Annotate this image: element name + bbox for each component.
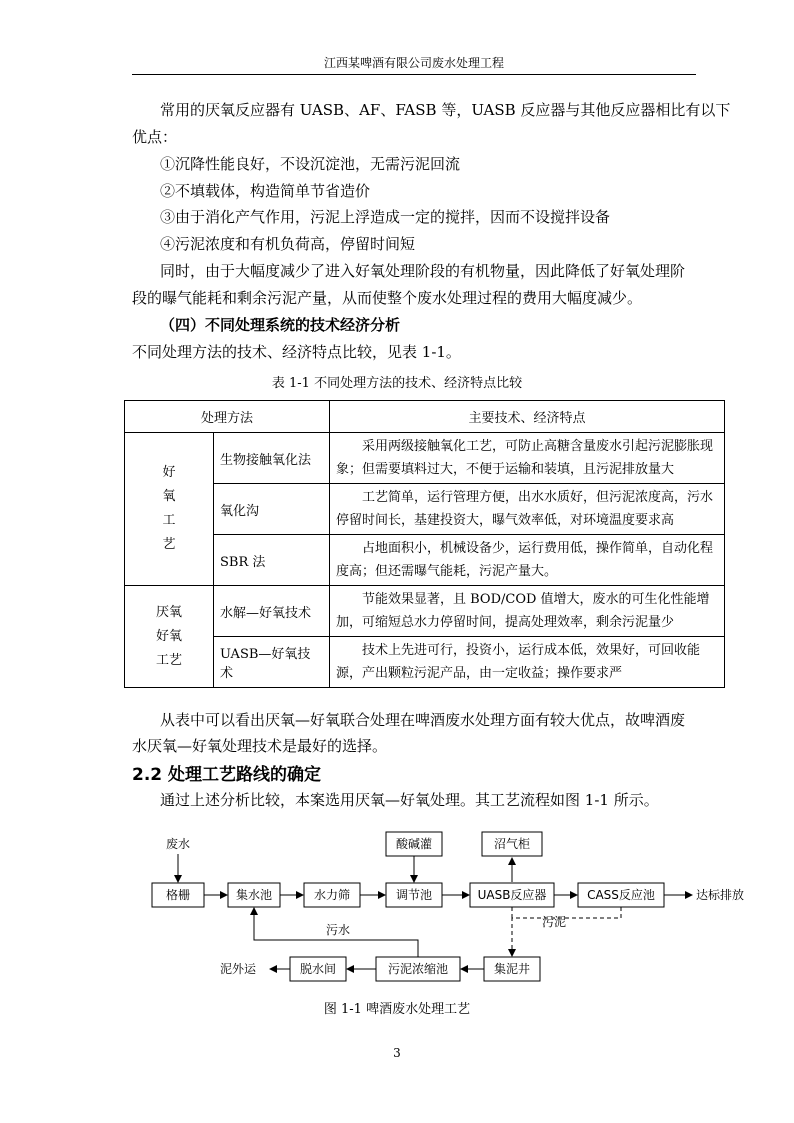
- paragraph-line: 同时，由于大幅度减少了进入好氧处理阶段的有机物量，因此降低了好氧处理阶: [160, 262, 686, 280]
- feature-cell: 工艺简单，运行管理方便，出水水质好，但污泥浓度高，污水停留时间长，基建投资大，曝气效率低，对环境温度要求高: [330, 484, 725, 535]
- table-row: [125, 637, 725, 688]
- wastewater-label: 废水: [166, 837, 191, 851]
- sludge-label: 污泥: [542, 915, 567, 929]
- subsection-heading: （四）不同处理系统的技术经济分析: [160, 316, 401, 334]
- page-header: 江西某啤酒有限公司废水处理工程: [323, 56, 504, 70]
- process-flow-diagram: [132, 828, 752, 988]
- list-item: ②不填载体，构造简单节省造价: [160, 182, 371, 200]
- paragraph-line: 优点：: [132, 128, 178, 146]
- method-cell: 氧化沟: [214, 484, 330, 535]
- biogas-holder-label: 沼气柜: [493, 837, 531, 851]
- sludge-well-label: 集泥井: [493, 962, 531, 976]
- paragraph-line: 段的曝气能耗和剩余污泥产量，从而使整个废水处理过程的费用大幅度减少。: [132, 289, 643, 307]
- list-item: ①沉降性能良好，不设沉淀池，无需污泥回流: [160, 155, 461, 173]
- table-row: [125, 484, 725, 535]
- screen-label: 格栅: [165, 888, 191, 902]
- feature-cell: 占地面积小，机械设备少，运行费用低，操作简单，自动化程度高；但还需曝气能耗，污泥产量大。: [330, 535, 725, 586]
- sludge-out-label: 泥外运: [220, 962, 257, 976]
- paragraph-line: 从表中可以看出厌氧—好氧联合处理在啤酒废水处理方面有较大优点，故啤酒废: [160, 711, 686, 729]
- method-cell: SBR 法: [214, 535, 330, 586]
- uasb-label: UASB反应器: [477, 888, 547, 902]
- hydro-screen-label: 水力筛: [313, 888, 351, 902]
- column-header: 处理方法: [125, 401, 330, 433]
- table-row: [125, 535, 725, 586]
- comparison-table: [124, 400, 725, 688]
- thickener-label: 污泥浓缩池: [387, 962, 449, 976]
- feature-cell: 节能效果显著，且 BOD/COD 值增大，废水的可生化性能增加，可缩短总水力停留时间，提高处理效率，剩余污泥量少: [330, 586, 725, 637]
- page-number: 3: [393, 1046, 401, 1060]
- discharge-label: 达标排放: [696, 888, 745, 902]
- table-header-row: [125, 401, 725, 433]
- cass-label: CASS反应池: [587, 888, 655, 902]
- dashed-arrow: [512, 907, 621, 956]
- table-row: [125, 433, 725, 484]
- paragraph-line: 不同处理方法的技术、经济特点比较，见表 1-1。: [132, 343, 461, 361]
- feature-cell: 技术上先进可行，投资小，运行成本低，效果好，可回收能源，产出颗粒污泥产品，由一定收益；操作要求严: [330, 637, 725, 688]
- section-heading: 2.2 处理工艺路线的确定: [132, 765, 322, 785]
- group-cell-aerobic: [125, 433, 214, 586]
- feature-cell: 采用两级接触氧化工艺，可防止高糖含量废水引起污泥膨胀现象；但需要填料过大，不便于运输和装填，且污泥排放量大: [330, 433, 725, 484]
- paragraph-line: 水厌氧—好氧处理技术是最好的选择。: [132, 737, 388, 755]
- column-header: 主要技术、经济特点: [330, 401, 725, 433]
- adjust-tank-label: 调节池: [395, 888, 433, 902]
- group-label: 好氧工艺: [162, 465, 176, 552]
- sewage-label: 污水: [326, 923, 351, 937]
- method-cell: 水解—好氧技术: [214, 586, 330, 637]
- table-row: [125, 586, 725, 637]
- collect-tank-label: 集水池: [235, 888, 273, 902]
- method-cell: 生物接触氧化法: [214, 433, 330, 484]
- paragraph-line: 通过上述分析比较，本案选用厌氧—好氧处理。其工艺流程如图 1-1 所示。: [160, 791, 659, 809]
- header-rule: [132, 74, 696, 75]
- list-item: ④污泥浓度和有机负荷高，停留时间短: [160, 235, 416, 253]
- dewater-label: 脱水间: [299, 962, 337, 976]
- group-cell-anaerobic: [125, 586, 214, 688]
- acid-tank-label: 酸碱灌: [395, 837, 433, 851]
- group-label: 厌氧好氧工艺: [156, 604, 183, 668]
- table-caption: 表 1-1 不同处理方法的技术、经济特点比较: [271, 376, 523, 391]
- method-cell: UASB—好氧技术: [214, 637, 330, 688]
- paragraph-line: 常用的厌氧反应器有 UASB、AF、FASB 等，UASB 反应器与其他反应器相比有以下: [160, 101, 731, 119]
- list-item: ③由于消化产气作用，污泥上浮造成一定的搅拌，因而不设搅拌设备: [160, 208, 611, 226]
- figure-caption: 图 1-1 啤酒废水处理工艺: [323, 1002, 471, 1017]
